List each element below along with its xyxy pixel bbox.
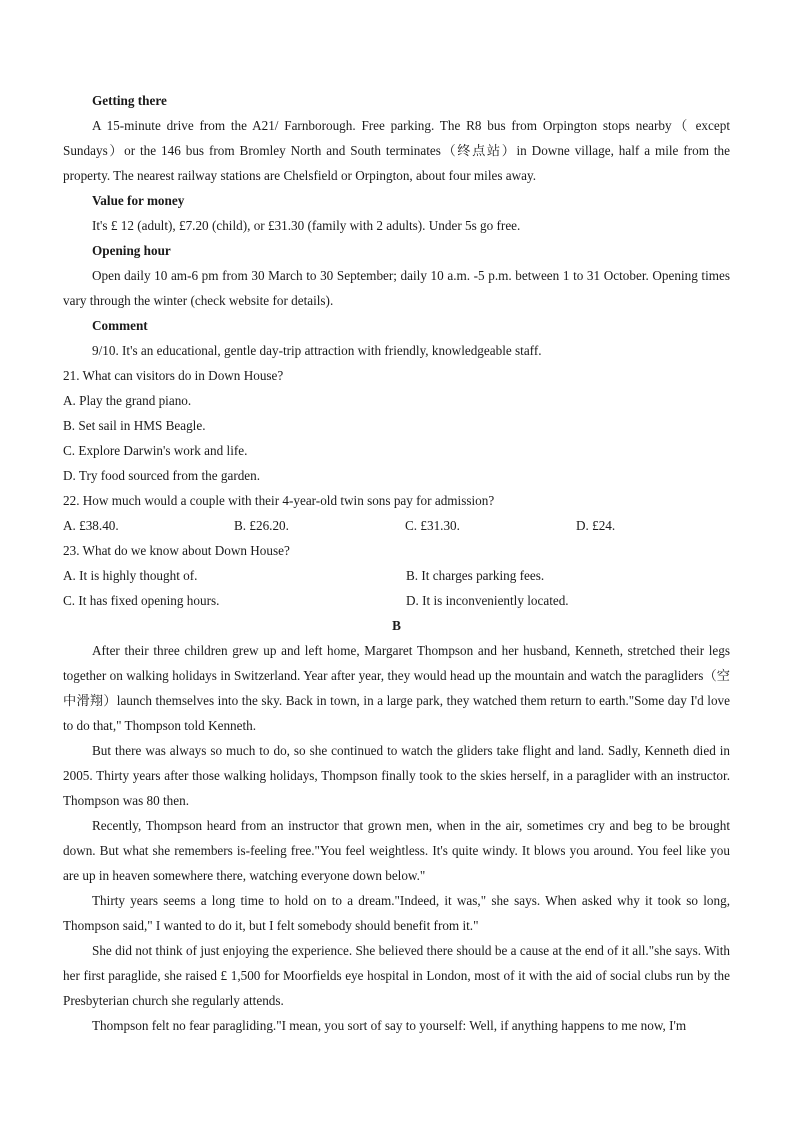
question-23-option-c: C. It has fixed opening hours. [63, 593, 220, 608]
question-21-option-b: B. Set sail in HMS Beagle. [63, 418, 206, 433]
question-22-option-b: B. £26.20. [234, 518, 289, 533]
exam-page [63, 88, 730, 1038]
passage-b-paragraph-3: Recently, Thompson heard from an instructor that grown men, when in the air, sometimes cry and beg to be brought down. But what she remembers is-feeling free."You feel weightless. It's quite windy. It blows you around. You feel like you are up in heaven somewhere there, watching everyone down below." [63, 818, 730, 883]
passage-b-paragraph-4: Thirty years seems a long time to hold on to a dream."Indeed, it was," she says. When asked why it took so long, Thompson said," I wanted to do it, but I felt somebody should benefit from it." [63, 893, 730, 933]
question-23-option-b: B. It charges parking fees. [406, 568, 545, 583]
value-heading: Value for money [92, 193, 185, 208]
question-23-options-row-1 [63, 563, 730, 588]
opening-heading: Opening hour [92, 243, 171, 258]
question-22-option-c: C. £31.30. [405, 518, 460, 533]
question-21-option-d: D. Try food sourced from the garden. [63, 468, 261, 483]
question-23-option-a: A. It is highly thought of. [63, 568, 198, 583]
question-23-options-row-2 [63, 588, 730, 613]
passage-b-paragraph-1: After their three children grew up and left home, Margaret Thompson and her husband, Kenneth, stretched their legs together on walking holidays in Switzerland. Year after year, they would head up the mountain and watch the paragliders（空中滑翔）launch themselves into the sky. Back in town, in a large park, they watched them return to earth."Some day I'd love to do that," Thompson told Kenneth. [63, 643, 730, 733]
passage-b-paragraph-2: But there was always so much to do, so she continued to watch the gliders take flight and land. Sadly, Kenneth died in 2005. Thirty years after those walking holidays, Thompson finally took to the skies herself, in a paraglider with an instructor. Thompson was 80 then. [63, 743, 730, 808]
value-text: It's £ 12 (adult), £7.20 (child), or £31.30 (family with 2 adults). Under 5s go free. [92, 218, 521, 233]
question-21-option-a: A. Play the grand piano. [63, 393, 192, 408]
question-22-stem: 22. How much would a couple with their 4-year-old twin sons pay for admission? [63, 493, 495, 508]
getting-there-heading: Getting there [92, 93, 167, 108]
question-23-option-d: D. It is inconveniently located. [406, 593, 569, 608]
question-22-option-a: A. £38.40. [63, 518, 119, 533]
getting-there-text: A 15-minute drive from the A21/ Farnborough. Free parking. The R8 bus from Orpington stops nearby（ except Sundays）or the 146 bus from Bromley North and South terminates（终点站）in Downe village, half a mile from the property. The nearest railway stations are Chelsfield or Orpington, about four miles away. [63, 118, 730, 183]
opening-text: Open daily 10 am-6 pm from 30 March to 30 September; daily 10 a.m. -5 p.m. between 1 to 31 October. Opening times vary through the winter (check website for details). [63, 268, 730, 308]
question-22-option-d: D. £24. [576, 518, 616, 533]
comment-heading: Comment [92, 318, 148, 333]
question-23-stem: 23. What do we know about Down House? [63, 543, 290, 558]
passage-b-paragraph-5: She did not think of just enjoying the experience. She believed there should be a cause at the end of it all."she says. With her first paraglide, she raised £ 1,500 for Moorfields eye hospital in London, most of it with the aid of social clubs run by the Presbyterian church she regularly attends. [63, 943, 730, 1008]
comment-text: 9/10. It's an educational, gentle day-trip attraction with friendly, knowledgeable staff. [92, 343, 542, 358]
question-22-options [63, 513, 730, 538]
passage-b-paragraph-6: Thompson felt no fear paragliding."I mean, you sort of say to yourself: Well, if anything happens to me now, I'm [92, 1018, 687, 1033]
question-21-stem: 21. What can visitors do in Down House? [63, 368, 284, 383]
question-21-option-c: C. Explore Darwin's work and life. [63, 443, 248, 458]
section-b-label: B [392, 618, 401, 633]
